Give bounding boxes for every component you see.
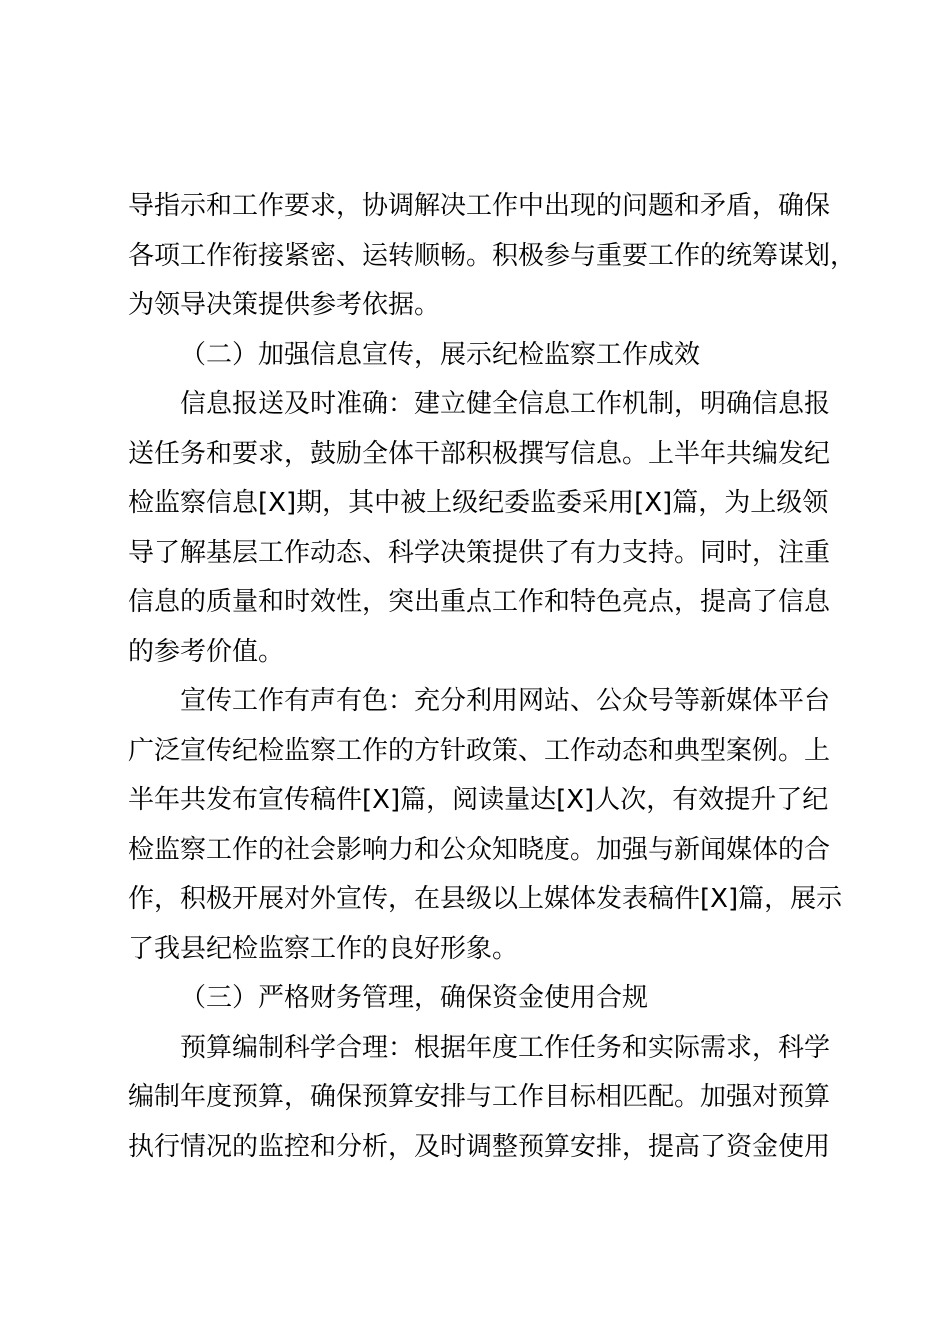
paragraph-line: 广泛宣传纪检监察工作的方针政策、工作动态和典型案例。上: [128, 735, 831, 766]
document-body: [128, 182, 857, 1172]
section-heading: （二）加强信息宣传，展示纪检监察工作成效: [180, 339, 701, 370]
paragraph-line: 了我县纪检监察工作的良好形象。: [128, 933, 519, 964]
paragraph-line: 导了解基层工作动态、科学决策提供了有力支持。同时，注重: [128, 537, 831, 568]
paragraph-line: 检监察信息[X]期，其中被上级纪委监委采用[X]篇，为上级领: [128, 488, 829, 518]
paragraph-line: 编制年度预算，确保预算安排与工作目标相匹配。加强对预算: [128, 1082, 831, 1112]
paragraph-line: 各项工作衔接紧密、运转顺畅。积极参与重要工作的统筹谋划，: [128, 240, 857, 271]
paragraph-line: 宣传工作有声有色：充分利用网站、公众号等新媒体平台: [180, 686, 831, 716]
paragraph-line: 预算编制科学合理：根据年度工作任务和实际需求，科学: [180, 1032, 831, 1063]
paragraph-line: 半年共发布宣传稿件[X]篇，阅读量达[X]人次，有效提升了纪: [128, 785, 829, 815]
paragraph-line: 检监察工作的社会影响力和公众知晓度。加强与新闻媒体的合: [128, 834, 831, 865]
paragraph-line: 的参考价值。: [128, 636, 285, 667]
paragraph-line: 送任务和要求，鼓励全体干部积极撰写信息。上半年共编发纪: [128, 438, 831, 469]
section-heading: （三）严格财务管理，确保资金使用合规: [180, 983, 649, 1013]
paragraph-line: 作，积极开展对外宣传，在县级以上媒体发表稿件[X]篇，展示: [128, 884, 843, 914]
paragraph-line: 执行情况的监控和分析，及时调整预算安排，提高了资金使用: [128, 1131, 831, 1162]
paragraph-line: 信息报送及时准确：建立健全信息工作机制，明确信息报: [180, 389, 831, 419]
paragraph-line: 为领导决策提供参考依据。: [128, 290, 441, 320]
paragraph-line: 信息的质量和时效性，突出重点工作和特色亮点，提高了信息: [128, 587, 831, 617]
paragraph-line: 导指示和工作要求，协调解决工作中出现的问题和矛盾，确保: [128, 191, 831, 221]
